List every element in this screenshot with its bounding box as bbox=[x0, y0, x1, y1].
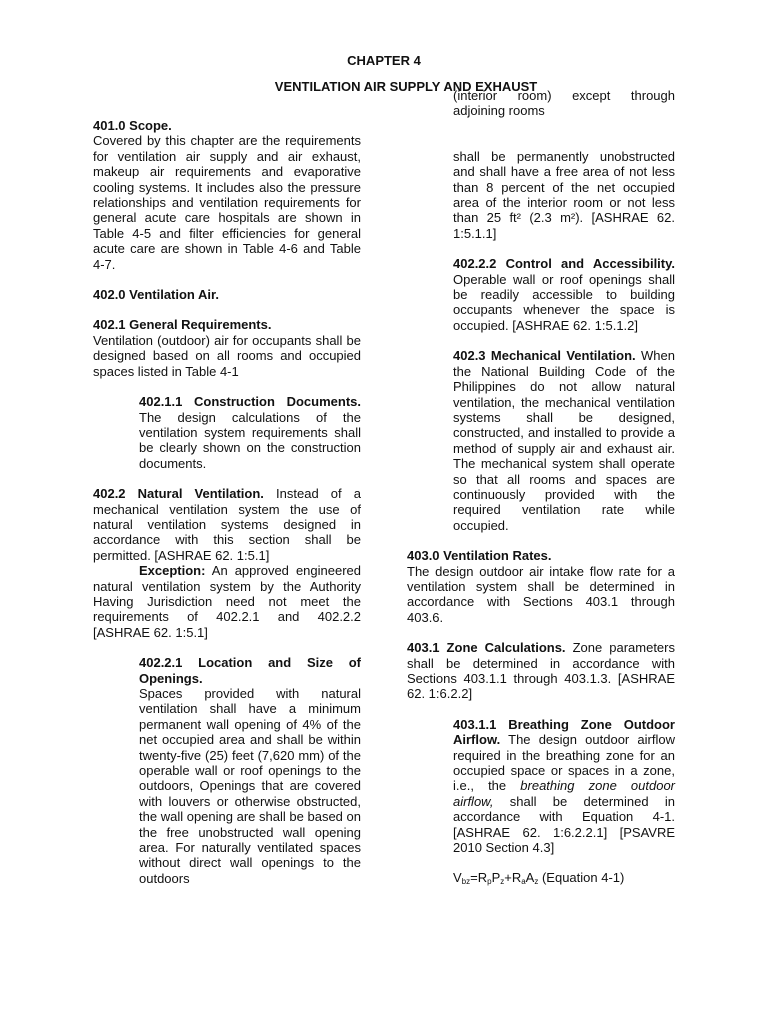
section-403-body: The design outdoor air intake flow rate for a ventilation system shall be determined in accordance with Sections 403.1 through 403.6. bbox=[407, 563, 675, 625]
section-402-1-body: Ventilation (outdoor) air for occupants shall be designed based on all rooms and occupied spaces listed in Table 4-1 bbox=[93, 332, 361, 379]
continued-text-top: (interior room) except through adjoining rooms bbox=[453, 88, 675, 119]
continued-text-main: shall be permanently unobstructed and shall have a free area of not less than 8 percent of the net occupied area of the interior room or not less than 25 ft² (2.3 m²). [ASHRAE 62. 1:5.1.1] bbox=[453, 148, 675, 241]
exception-label: Exception: bbox=[139, 563, 206, 579]
section-402-1-heading: 402.1 General Requirements. bbox=[93, 317, 272, 333]
section-403-1-1 bbox=[453, 717, 675, 856]
section-403-1-1-body-b: shall be determined in accordance with Equation 4-1. [ASHRAE 62. 1:6.2.2.1] [PSAVRE 2010 Section 4.3] bbox=[453, 793, 675, 856]
equation-4-1: $V_{bz}=R_pP_z+R_aA_z$ (Equation 4-1) bbox=[453, 870, 625, 887]
chapter-title: VENTILATION AIR SUPPLY AND EXHAUST bbox=[274, 79, 538, 94]
section-401-heading: 401.0 Scope. bbox=[93, 118, 172, 133]
left-column bbox=[93, 118, 361, 886]
section-403-1-body: Zone parameters shall be determined in accordance with Sections 403.1.1 through 403.1.3. [ASHRAE 62. 1:6.2.2] bbox=[407, 640, 675, 702]
section-401-body: Covered by this chapter are the requirements for ventilation air supply and air exhaust, makeup air requirements and evaporative cooling systems. It includes also the pressure relationships and ventilation requirements for general acute care hospitals are shown in Table 4-5 and filter efficiencies for general acute care are shown in Table 4-6 and Table 4-7. bbox=[93, 133, 361, 272]
section-403-1 bbox=[407, 640, 675, 702]
section-402-1-1-heading: 402.1.1 Construction Documents. bbox=[139, 394, 361, 410]
section-403-heading: 403.0 Ventilation Rates. bbox=[407, 548, 552, 564]
exception-paragraph bbox=[93, 563, 361, 640]
section-402-3-body: When the National Building Code of the Philippines do not allow natural ventilation, the mechanical ventilation systems shall be designed, constructed, and installed to provide a method of supply air and exhaust air. The mechanical system shall operate so that all rooms and spaces are continuously provided with the required ventilation rate while occupied. bbox=[453, 348, 675, 533]
section-402-2-2 bbox=[453, 256, 675, 333]
section-403-1-1-heading: 403.1.1 Breathing Zone Outdoor Airflow. bbox=[453, 716, 675, 748]
section-402-heading: 402.0 Ventilation Air. bbox=[93, 287, 219, 303]
section-402-3-heading: 402.3 Mechanical Ventilation. bbox=[453, 348, 636, 364]
section-403-1-1-italic-term: breathing zone outdoor airflow, bbox=[453, 778, 676, 809]
right-column bbox=[407, 88, 675, 886]
section-402-2 bbox=[93, 486, 361, 563]
section-403-1-heading: 403.1 Zone Calculations. bbox=[407, 640, 566, 656]
exception-body: An approved engineered natural ventilation system by the Authority Having Jurisdiction need not meet the requirements of 402.2.1 and 402.2.2 [ASHRAE 62. 1:5.1] bbox=[93, 563, 361, 640]
chapter-heading: CHAPTER 4 bbox=[347, 53, 421, 68]
section-402-2-heading: 402.2 Natural Ventilation. bbox=[93, 486, 264, 502]
section-402-2-2-heading: 402.2.2 Control and Accessibility. bbox=[453, 256, 675, 272]
section-402-1-1-body: The design calculations of the ventilation system requirements shall be clearly shown on the construction documents. bbox=[139, 409, 361, 471]
equation-label: (Equation 4-1) bbox=[541, 870, 625, 886]
section-402-3 bbox=[453, 348, 675, 533]
section-402-2-2-body: Operable wall or roof openings shall be readily accessible to building occupants whenever the space is occupied. [ASHRAE 62. 1:5.1.2] bbox=[453, 271, 675, 333]
section-402-2-1-heading: 402.2.1 Location and Size of Openings. bbox=[139, 655, 361, 686]
section-402-2-body: Instead of a mechanical ventilation system the use of natural ventilation systems designed in accordance with this section shall be permitted. [ASHRAE 62. 1:5.1] bbox=[93, 486, 361, 563]
section-402-1-1 bbox=[139, 394, 361, 471]
section-403-1-1-body-a: The design outdoor airflow required in the breathing zone for an occupied space or spaces in a zone, i.e., the bbox=[453, 732, 675, 794]
section-402-2-1-body: Spaces provided with natural ventilation shall have a minimum permanent wall opening of 4% of the net occupied area and shall be within twenty-five (25) feet (7,620 mm) of the operable wall or roof openings to the outdoors, Openings that are covered with louvers or otherwise obstructed, the wall opening are shall be based on the free unobstructed wall opening area. For naturally ventilated spaces without direct wall openings to the outdoors bbox=[139, 686, 361, 886]
